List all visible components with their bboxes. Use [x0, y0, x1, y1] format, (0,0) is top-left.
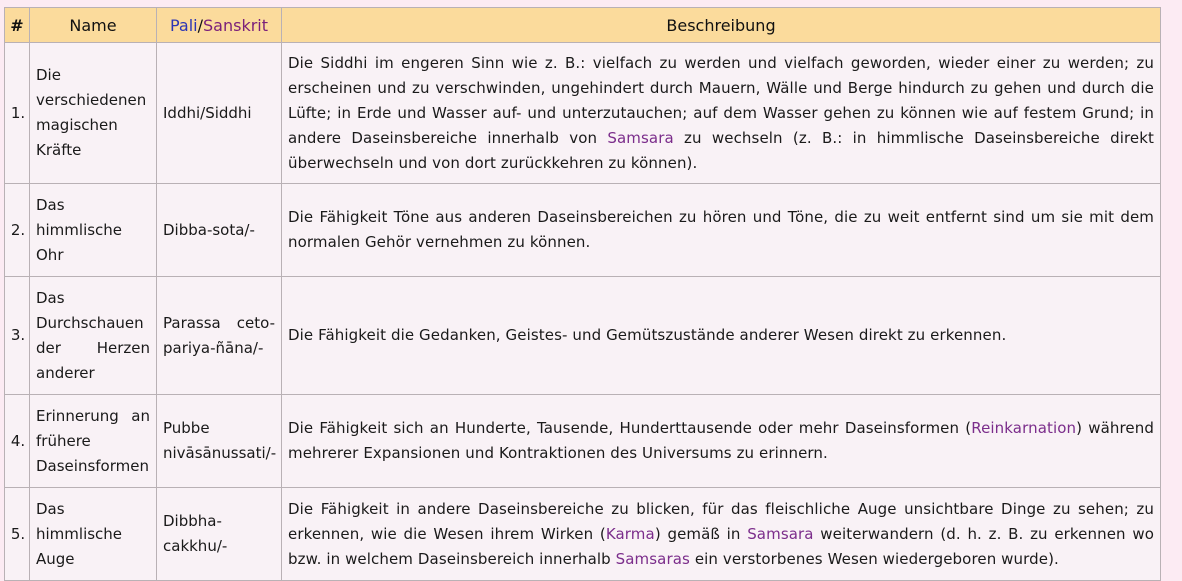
row-description — [282, 184, 1161, 277]
table-row — [5, 488, 1161, 581]
table-row — [5, 277, 1161, 395]
table-row — [5, 43, 1161, 184]
row-pali: Dibbha-cakkhu/- — [157, 488, 282, 581]
row-description — [282, 277, 1161, 395]
description-text: zu wechseln (z. B.: in himmlische Daseinsbereiche direkt überwechseln und von dort zurückkehren zu können). — [288, 128, 1154, 172]
description-text: ) gemäß in — [654, 524, 748, 543]
description-text: ein verstorbenes Wesen wiedergeboren wurde). — [689, 549, 1059, 568]
reinkarnation-link[interactable]: Reinkarnation — [971, 419, 1077, 437]
table-container — [4, 7, 1160, 581]
row-pali: Dibba-sota/- — [157, 184, 282, 277]
description-text: Die Siddhi im engeren Sinn wie z. B.: vielfach zu werden und vielfach geworden, wieder einer zu werden; zu erscheinen und zu verschwinden, ungehindert durch Mauern, Wälle und Berge hindurch zu gehen und durch die Lüfte; in Erde und Wasser auf- und unterzutauchen; auf dem Wasser gehen zu können wie auf festem Grund; in andere Daseinsbereiche innerhalb von — [288, 53, 1154, 147]
row-pali: Pubbe nivāsānussati/- — [157, 395, 282, 488]
row-name: Die verschiedenen magischen Kräfte — [30, 43, 157, 184]
header-pali-link[interactable]: Pali — [169, 15, 198, 35]
row-pali: Parassa ceto-pariya-ñāna/- — [157, 277, 282, 395]
description-text: Die Fähigkeit die Gedanken, Geistes- und Gemütszustände anderer Wesen direkt zu erkennen. — [288, 326, 1007, 344]
row-description — [282, 395, 1161, 488]
table-row — [5, 395, 1161, 488]
description-text: weiterwandern (d. h. z. B. zu erkennen wo bzw. in welchem Daseinsbereich innerhalb — [288, 524, 1154, 568]
row-pali: Iddhi/Siddhi — [157, 43, 282, 184]
row-number: 5. — [5, 488, 30, 581]
header-pali-sanskrit — [157, 8, 282, 43]
description-text: Die Fähigkeit in andere Daseinsbereiche zu blicken, für das fleischliche Auge unsichtbare Dinge zu sehen; zu erkennen, wie die Wesen ihrem Wirken ( — [288, 499, 1154, 543]
row-name: Erinnerung an frühere Daseinsformen — [30, 395, 157, 488]
samsaras-link[interactable]: Samsaras — [615, 549, 690, 568]
samsara-link[interactable]: Samsara — [747, 524, 814, 543]
header-number: # — [5, 8, 30, 43]
row-description — [282, 488, 1161, 581]
row-description — [282, 43, 1161, 184]
karma-link[interactable]: Karma — [605, 524, 655, 543]
table-header-row — [5, 8, 1161, 43]
row-number: 2. — [5, 184, 30, 277]
description-text: ) während mehrerer Expansionen und Kontraktionen des Universums zu erinnern. — [288, 419, 1154, 462]
header-description[interactable]: Beschreibung — [282, 8, 1161, 43]
description-text: Die Fähigkeit Töne aus anderen Daseinsbereichen zu hören und Töne, die zu weit entfernt sind um sie mit dem normalen Gehör vernehmen zu können. — [288, 208, 1154, 251]
abhinna-table — [4, 7, 1161, 581]
row-number: 3. — [5, 277, 30, 395]
row-name: Das Durchschauen der Herzen anderer — [30, 277, 157, 395]
header-separator: / — [197, 15, 203, 35]
row-name: Das himmlische Auge — [30, 488, 157, 581]
header-sanskrit-link[interactable]: Sanskrit — [203, 15, 268, 35]
samsara-link[interactable]: Samsara — [607, 128, 674, 147]
row-name: Das himmlische Ohr — [30, 184, 157, 277]
header-name[interactable]: Name — [30, 8, 157, 43]
table-row — [5, 184, 1161, 277]
row-number: 1. — [5, 43, 30, 184]
row-number: 4. — [5, 395, 30, 488]
description-text: Die Fähigkeit sich an Hunderte, Tausende, Hunderttausende oder mehr Daseinsformen ( — [288, 419, 972, 437]
